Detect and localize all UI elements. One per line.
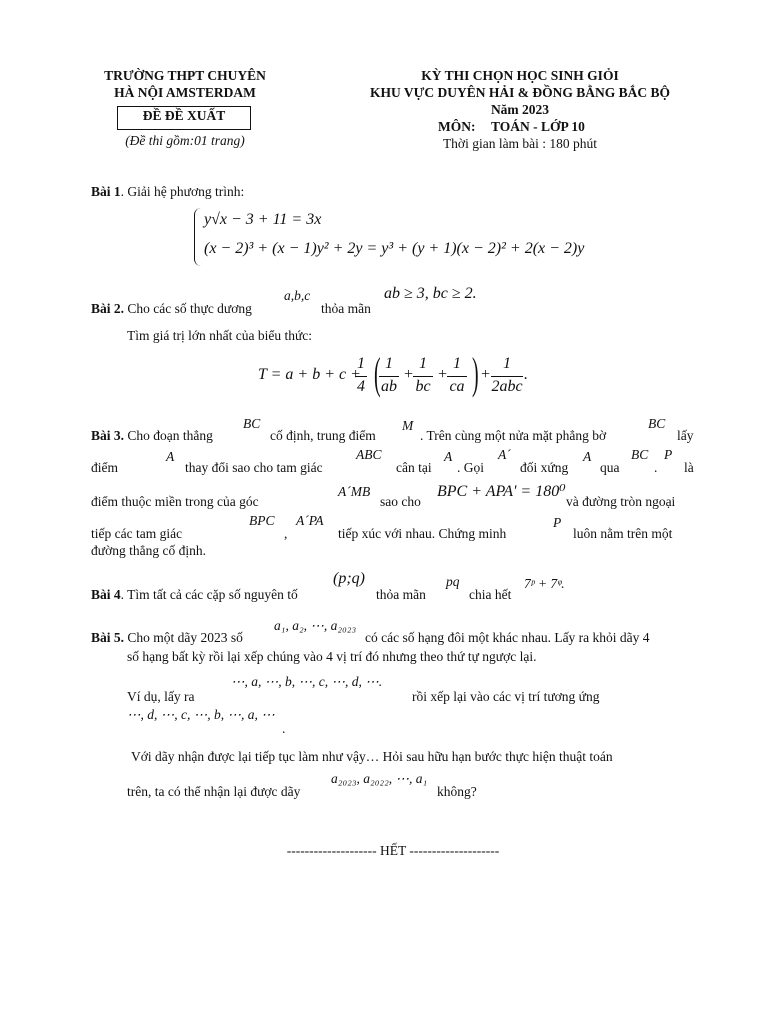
problem-2-expr-lhs: T = a + b + c + <box>258 366 361 383</box>
problem-1-intro <box>91 184 244 200</box>
problem-5-line3b: rồi xếp lại vào các vị trí tương ứng <box>412 689 600 704</box>
problem-5-line1b: có các số hạng đôi một khác nhau. Lấy ra khỏi dãy 4 <box>365 630 650 645</box>
school-name-line2: HÀ NỘI AMSTERDAM <box>114 85 256 100</box>
frac-5-num: 1 <box>503 355 511 372</box>
problem-4-text-b: thỏa mãn <box>376 587 426 602</box>
problem-5-line3a: Ví dụ, lấy ra <box>127 689 195 704</box>
problem-4-label: Bài 4 <box>91 587 121 602</box>
problem-2-intro <box>91 301 252 317</box>
end-marker: -------------------- HẾT -------------------- <box>286 843 500 858</box>
math-7p-7q: 7ᵖ + 7ᵠ. <box>524 576 565 591</box>
problem-3-line3b: sao cho <box>380 494 421 509</box>
frac-5-den: 2abc <box>491 378 523 395</box>
frac-2-num: 1 <box>385 355 393 372</box>
problem-2-label: Bài 2. <box>91 301 125 316</box>
frac-3-bar <box>413 376 433 377</box>
exam-time: Thời gian làm bài : 180 phút <box>442 136 598 151</box>
math-BPC: BPC <box>249 513 275 528</box>
problem-2-text-a: Cho các số thực dương <box>127 301 252 316</box>
problem-1-text: . Giải hệ phương trình: <box>120 184 245 199</box>
math-P-1: P <box>664 447 673 462</box>
math-BC-1: BC <box>243 416 261 431</box>
frac-1-den: 4 <box>357 378 365 395</box>
frac-1-num: 1 <box>357 355 365 372</box>
problem-1-equation-1: y√x − 3 + 11 = 3x <box>204 211 322 228</box>
problem-5-line5b: không? <box>437 784 477 799</box>
problem-1-equation-2: (x − 2)³ + (x − 1)y² + 2y = y³ + (y + 1)(x − 2)² + 2(x − 2)y <box>204 240 585 257</box>
problem-4-text-c: chia hết <box>469 587 512 602</box>
math-BC-3: BC <box>631 447 649 462</box>
exam-title-line1: KỲ THI CHỌN HỌC SINH GIỎI <box>421 68 619 83</box>
subject-label: MÔN: <box>438 119 476 134</box>
angle-equation: BPC + APA' = 180⁰ <box>437 483 566 500</box>
math-sequence: a₁, a₂, ⋯, a₂₀₂₃ <box>274 618 357 633</box>
frac-5-bar <box>491 376 523 377</box>
problem-3-line2f: qua <box>600 460 620 475</box>
problem-3-label: Bài 3. <box>91 428 125 443</box>
math-BC-2: BC <box>648 416 666 431</box>
problem-3-line4a: tiếp các tam giác <box>91 526 183 541</box>
math-P-2: P <box>553 515 562 530</box>
math-A-prime: A´ <box>498 447 511 462</box>
frac-4-num: 1 <box>453 355 461 372</box>
math-APA: A´PA <box>296 513 324 528</box>
exam-year: Năm 2023 <box>490 102 550 117</box>
problem-1-label: Bài 1 <box>91 184 121 199</box>
problem-3-line1a: Bài 3. Cho đoạn thẳng <box>91 428 213 443</box>
plus-1: + <box>403 366 414 383</box>
problem-3-line1b: cố định, trung điểm <box>270 428 376 443</box>
left-paren: ( <box>374 349 381 398</box>
subject: TOÁN - LỚP 10 <box>491 119 585 134</box>
problem-5-line5a: trên, ta có thể nhận lại được dãy <box>127 784 301 799</box>
math-M: M <box>402 418 414 433</box>
problem-3-line1c: . Trên cùng một nửa mặt phẳng bờ <box>420 428 607 443</box>
exam-title-line2: KHU VỰC DUYÊN HẢI & ĐỒNG BẰNG BẮC BỘ <box>369 85 670 100</box>
school-name-line1: TRƯỜNG THPT CHUYÊN <box>104 68 266 83</box>
problem-4-line: Bài 4. Tìm tất cả các cặp số nguyên tố <box>91 587 298 602</box>
problem-3-line5: đường thẳng cố định. <box>91 543 206 558</box>
problem-3-dot: . <box>654 460 658 475</box>
math-A-1: A <box>166 449 175 464</box>
problem-3-line4b: tiếp xúc với nhau. Chứng minh <box>338 526 507 541</box>
problem-3-line3a: điểm thuộc miền trong của góc <box>91 494 259 509</box>
math-AMB: A´MB <box>338 484 371 499</box>
problem-2-line2: Tìm giá trị lớn nhất của biểu thức: <box>127 328 313 343</box>
problem-5-line1a: Bài 5. Cho một dãy 2023 số <box>91 630 243 645</box>
problem-5-line4: Với dãy nhận được lại tiếp tục làm như vậy… Hỏi sau hữu hạn bước thực hiện thuật toán <box>131 749 613 764</box>
problem-3-line2d: . Gọi <box>457 460 484 475</box>
math-pq-pair: (p;q) <box>333 570 365 587</box>
problem-3-comma: , <box>284 526 288 541</box>
example-sequence-2: ⋯, d, ⋯, c, ⋯, b, ⋯, a, ⋯ <box>127 707 275 722</box>
proposal-label: ĐỀ ĐỀ XUẤT <box>142 108 226 123</box>
math-reversed-sequence: a₂₀₂₃, a₂₀₂₂, ⋯, a₁ <box>331 771 428 786</box>
math-pq: pq <box>446 574 460 589</box>
frac-1-bar <box>355 376 367 377</box>
problem-2-vars: a,b,c <box>284 288 311 303</box>
math-A-2: A <box>444 449 453 464</box>
right-paren: ) <box>472 349 479 398</box>
plus-3: + <box>480 366 491 383</box>
problem-5-dot: . <box>282 721 286 736</box>
problem-3-line2b: thay đổi sao cho tam giác <box>185 460 323 475</box>
problem-3-line1d: lấy <box>677 428 694 443</box>
expr-end: . <box>524 366 528 383</box>
problem-2-text-b: thỏa mãn <box>321 301 371 316</box>
problem-3-line2a: điểm <box>91 460 118 475</box>
math-A-3: A <box>583 449 592 464</box>
problem-3-line2e: đối xứng <box>520 460 569 475</box>
problem-3-line3c: và đường tròn ngoại <box>566 494 676 509</box>
problem-3-line2c: cân tại <box>396 460 432 475</box>
page-count-note: (Đề thi gồm:01 trang) <box>125 133 245 148</box>
plus-2: + <box>437 366 448 383</box>
frac-4-den: ca <box>449 378 465 395</box>
problem-5-line2: số hạng bất kỳ rồi lại xếp chúng vào 4 vị trí đó nhưng theo thứ tự ngược lại. <box>127 649 537 664</box>
frac-3-num: 1 <box>419 355 427 372</box>
problem-3-line2g: là <box>684 460 694 475</box>
frac-2-bar <box>379 376 399 377</box>
frac-4-bar <box>447 376 467 377</box>
problem-5-label: Bài 5. <box>91 630 125 645</box>
problem-3-line4c: luôn nằm trên một <box>573 526 673 541</box>
system-brace <box>194 208 201 266</box>
frac-3-den: bc <box>415 378 431 395</box>
math-ABC: ABC <box>356 447 382 462</box>
problem-2-condition: ab ≥ 3, bc ≥ 2. <box>384 285 477 302</box>
frac-2-den: ab <box>381 378 397 395</box>
example-sequence-1: ⋯, a, ⋯, b, ⋯, c, ⋯, d, ⋯. <box>231 674 383 689</box>
